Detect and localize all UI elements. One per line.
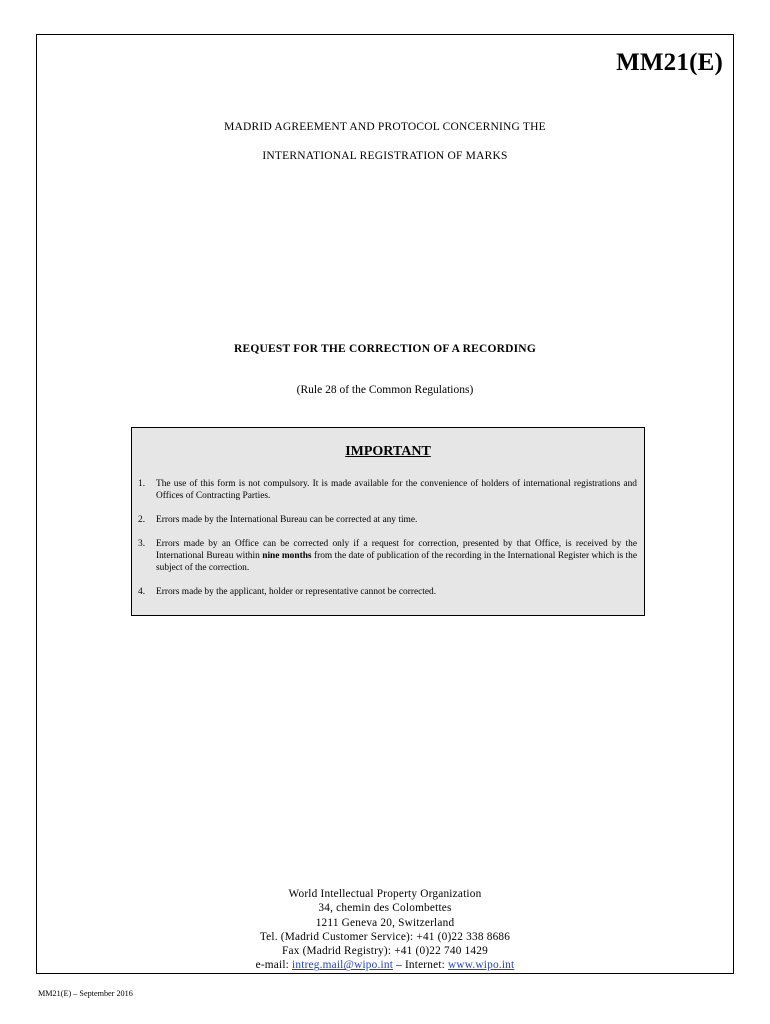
contact-line <box>37 958 733 972</box>
rule-reference: (Rule 28 of the Common Regulations) <box>296 384 474 396</box>
item-text-before: Errors made by an Office can be corrected only if a request for correction, presented by that Office, is received by the International Bureau within <box>156 538 637 562</box>
item-number: 2. <box>138 515 146 526</box>
organization-name: World Intellectual Property Organization <box>288 888 482 900</box>
street-address: 34, chemin des Colombettes <box>318 902 452 915</box>
item-text: Errors made by the applicant, holder or representative cannot be corrected. <box>156 587 437 598</box>
item-number: 3. <box>138 538 146 549</box>
item-text: The use of this form is not compulsory. It is made available for the convenience of holders of international registrations and Offices of Contracting Parties. <box>156 479 637 502</box>
form-heading: REQUEST FOR THE CORRECTION OF A RECORDING <box>234 343 536 355</box>
telephone-line: Tel. (Madrid Customer Service): +41 (0)22 338 8686 <box>259 930 511 943</box>
item-text: Errors made by the International Bureau can be corrected at any time. <box>156 515 418 526</box>
wipo-address-block <box>37 887 733 973</box>
email-link[interactable]: intreg.mail@wipo.int <box>292 959 394 972</box>
important-heading: IMPORTANT <box>345 444 431 459</box>
important-item-2 <box>138 514 637 526</box>
internet-label: – Internet: <box>393 959 449 972</box>
agreement-title-line-1: MADRID AGREEMENT AND PROTOCOL CONCERNING THE <box>224 121 546 133</box>
important-item-1 <box>138 478 637 503</box>
item-number: 4. <box>138 587 146 598</box>
city-address: 1211 Geneva 20, Switzerland <box>315 916 455 929</box>
item-number: 1. <box>138 479 146 489</box>
important-item-4 <box>138 586 637 598</box>
page-footer: MM21(E) – September 2016 <box>38 989 133 998</box>
important-notice-box <box>131 427 645 616</box>
item-text-emphasis: nine months <box>262 551 312 562</box>
form-code: MM21(E) <box>616 49 723 76</box>
item-text-after: from the date of publication of the recording in the International Register which is the subject of the correction. <box>156 551 638 574</box>
page-frame <box>36 34 734 974</box>
important-item-3 <box>138 538 637 575</box>
important-list <box>138 478 637 610</box>
website-link[interactable]: www.wipo.int <box>448 959 515 972</box>
fax-line: Fax (Madrid Registry): +41 (0)22 740 1429 <box>282 945 488 958</box>
email-label: e-mail: <box>255 959 293 972</box>
agreement-title-line-2: INTERNATIONAL REGISTRATION OF MARKS <box>262 150 508 162</box>
